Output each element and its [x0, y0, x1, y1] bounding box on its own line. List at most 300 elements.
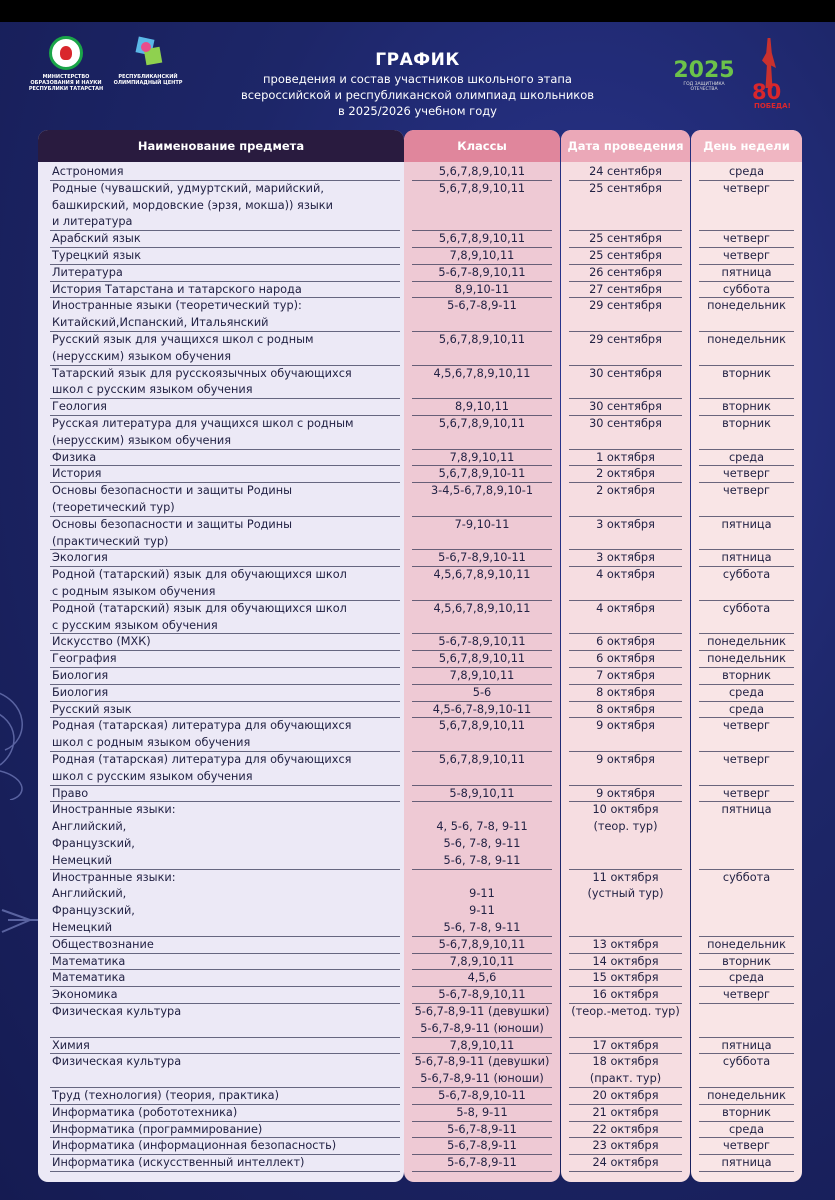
victory-80-caption: ПОБЕДА! — [754, 102, 791, 110]
table-row — [0, 668, 835, 685]
top-bar — [0, 0, 835, 22]
ministry-logo — [26, 36, 106, 92]
classes-cell — [404, 332, 560, 349]
classes-cell-line: 5,6,7,8,9,10,11 — [438, 417, 526, 430]
classes-cell — [404, 987, 560, 1004]
classes-cell-line: 5,6,7,8,9,10,11 — [438, 753, 526, 766]
column-header-weekday: День недели — [691, 130, 802, 162]
classes-cell-line: 5-6,7-8,9-11 (девушки) — [414, 1005, 550, 1018]
subject-cell-line: Математика — [52, 971, 126, 985]
classes-cell — [404, 601, 560, 618]
classes-cell-line: 9-11 — [469, 904, 495, 918]
subject-cell — [52, 231, 402, 248]
weekday-cell-line: вторник — [722, 1105, 771, 1119]
date-cell — [561, 416, 690, 433]
date-cell — [561, 802, 690, 836]
weekday-cell — [691, 231, 802, 248]
year-of-defender-logo — [672, 60, 736, 92]
subject-cell-line: Экология — [52, 551, 108, 565]
table-row — [0, 399, 835, 416]
classes-cell — [404, 718, 560, 735]
row-divider — [412, 1171, 552, 1172]
table-row — [0, 937, 835, 954]
classes-cell-line: 5-8, 9-11 — [456, 1105, 508, 1119]
classes-cell-line: 5-6,7-8,9-11 (юноши) — [420, 1072, 544, 1086]
classes-cell — [404, 466, 560, 483]
table-row — [0, 601, 835, 635]
subject-cell-line: Русский язык — [52, 702, 132, 716]
subject-cell-line: (нерусским) языком обучения — [52, 349, 231, 363]
weekday-cell-line: понедельник — [707, 333, 786, 346]
subject-cell-line: Татарский язык для русскоязычных обучающихся — [52, 366, 352, 380]
subject-cell — [52, 954, 402, 971]
date-cell — [561, 601, 690, 618]
date-cell — [561, 651, 690, 668]
subject-cell — [52, 702, 402, 719]
weekday-cell — [691, 651, 802, 668]
date-cell-line: 1 октября — [596, 450, 655, 464]
classes-cell — [404, 181, 560, 198]
weekday-cell-line: четверг — [723, 181, 770, 195]
weekday-cell-line: среда — [728, 1122, 765, 1136]
classes-cell — [404, 1004, 560, 1038]
date-cell-line: 6 октября — [596, 635, 655, 649]
date-cell — [561, 718, 690, 735]
weekday-cell — [691, 718, 802, 735]
weekday-cell — [691, 634, 802, 651]
date-cell — [561, 937, 690, 954]
weekday-cell-line: пятница — [721, 1156, 772, 1170]
weekday-cell-line: понедельник — [707, 937, 786, 951]
classes-cell — [404, 685, 560, 702]
date-cell — [561, 550, 690, 567]
classes-cell — [404, 970, 560, 987]
subject-cell-line: Биология — [52, 685, 109, 699]
classes-cell — [404, 802, 560, 869]
subject-cell-line: Биология — [52, 669, 109, 682]
table-row — [0, 802, 835, 869]
table-row — [0, 870, 835, 937]
table-row — [0, 248, 835, 265]
subject-cell-line: Немецкий — [52, 920, 113, 934]
subject-cell-line: Химия — [52, 1038, 90, 1052]
date-cell-line: 16 октября — [592, 988, 659, 1002]
date-cell — [561, 248, 690, 265]
table-row — [0, 298, 835, 332]
subject-cell-line: История Татарстана и татарского народа — [52, 282, 302, 296]
table-row — [0, 265, 835, 282]
date-cell — [561, 668, 690, 685]
weekday-cell — [691, 567, 802, 584]
date-cell — [561, 181, 690, 198]
table-row — [0, 282, 835, 299]
date-cell — [561, 450, 690, 467]
date-cell-line: 25 сентября — [589, 232, 662, 246]
date-cell-line: 25 сентября — [589, 249, 662, 262]
classes-cell-line: 5-6,7-8,9,10-11 — [438, 551, 526, 565]
subject-cell-line: Родной (татарский) язык для обучающихся школ — [52, 568, 347, 582]
weekday-cell — [691, 1038, 802, 1055]
title-block — [200, 50, 635, 118]
weekday-cell — [691, 517, 802, 534]
table-row — [0, 970, 835, 987]
date-cell — [561, 870, 690, 904]
date-cell-line: 7 октября — [596, 669, 655, 682]
table-row — [0, 450, 835, 467]
weekday-cell — [691, 1122, 802, 1139]
date-cell-line: 14 октября — [592, 954, 659, 968]
subject-cell — [52, 1038, 402, 1055]
victory-80-logo — [744, 38, 800, 112]
classes-cell-line: 5-6,7-8,9-11 — [447, 1122, 517, 1136]
olympiad-center-logo — [108, 36, 188, 86]
weekday-cell-line: вторник — [722, 366, 771, 380]
subject-cell-line: Физическая культура — [52, 1005, 182, 1018]
date-cell-line: 9 октября — [596, 786, 655, 800]
subject-cell-line: Право — [52, 786, 89, 800]
date-cell-line: 15 октября — [592, 971, 659, 985]
date-cell-line: 9 октября — [596, 753, 655, 766]
date-cell — [561, 1038, 690, 1055]
subject-cell — [52, 937, 402, 954]
classes-cell-line: 5-6, 7-8, 9-11 — [443, 836, 521, 850]
year-2025-text: 2025 — [673, 58, 735, 83]
weekday-cell-line: четверг — [723, 232, 770, 246]
table-row — [0, 987, 835, 1004]
subject-cell — [52, 298, 402, 332]
classes-cell — [404, 366, 560, 383]
weekday-cell-line: четверг — [723, 1139, 770, 1153]
table-row — [0, 231, 835, 248]
date-cell-line: 25 сентября — [589, 181, 662, 195]
classes-cell — [404, 450, 560, 467]
date-cell-line: 17 октября — [592, 1038, 659, 1052]
date-cell — [561, 987, 690, 1004]
olympiad-center-mark-icon — [131, 36, 165, 70]
weekday-cell-line: среда — [728, 971, 765, 985]
classes-cell — [404, 298, 560, 315]
column-header-classes: Классы — [404, 130, 560, 162]
weekday-cell — [691, 1088, 802, 1105]
subject-cell-line: с родным языком обучения — [52, 584, 216, 598]
weekday-cell-line: вторник — [722, 669, 771, 682]
subject-cell — [52, 1155, 402, 1172]
weekday-cell-line: пятница — [721, 517, 772, 531]
subject-cell — [52, 466, 402, 483]
column-header-date: Дата проведения — [561, 130, 690, 162]
classes-cell — [404, 282, 560, 299]
weekday-cell — [691, 685, 802, 702]
weekday-cell — [691, 802, 802, 819]
date-cell — [561, 685, 690, 702]
weekday-cell — [691, 1004, 802, 1021]
weekday-cell — [691, 550, 802, 567]
row-divider — [50, 1171, 400, 1172]
subject-cell-line: Астрономия — [52, 165, 124, 178]
date-cell — [561, 366, 690, 383]
date-cell — [561, 298, 690, 315]
table-row — [0, 634, 835, 651]
date-cell — [561, 1138, 690, 1155]
subject-cell-line: Литература — [52, 265, 123, 279]
date-cell-line: 13 октября — [592, 937, 659, 951]
weekday-cell — [691, 601, 802, 618]
classes-cell — [404, 517, 560, 534]
subject-cell — [52, 399, 402, 416]
date-cell — [561, 1155, 690, 1172]
table-row — [0, 1122, 835, 1139]
subject-cell-line: Основы безопасности и защиты Родины — [52, 517, 293, 531]
classes-cell-line: 4, 5-6, 7-8, 9-11 — [436, 820, 528, 834]
date-cell-line: (устный тур) — [587, 887, 664, 901]
weekday-cell-line — [691, 1004, 802, 1021]
row-divider — [569, 1171, 682, 1172]
classes-cell-line: 5-6,7-8,9,10-11 — [438, 1089, 526, 1102]
date-cell-line: 10 октября — [592, 803, 659, 817]
subject-cell-line: Физика — [52, 450, 97, 464]
date-cell — [561, 786, 690, 803]
weekday-cell-line: среда — [728, 702, 765, 716]
date-cell — [561, 1054, 690, 1088]
weekday-cell — [691, 298, 802, 315]
classes-cell-line: 5,6,7,8,9,10,11 — [438, 333, 526, 346]
page-subtitle-line-3: в 2025/2026 учебном году — [338, 104, 497, 118]
subject-cell-line: Физическая культура — [52, 1055, 182, 1069]
weekday-cell — [691, 786, 802, 803]
table-row — [0, 567, 835, 601]
subject-cell-line: Иностранные языки: — [52, 803, 176, 817]
classes-cell-line: 5-6,7-8,9,10,11 — [438, 988, 526, 1002]
classes-cell-line: 5-6 — [472, 685, 492, 699]
subject-cell — [52, 752, 402, 786]
weekday-cell-line: вторник — [722, 417, 771, 430]
weekday-cell — [691, 1138, 802, 1155]
subject-cell — [52, 870, 402, 937]
subject-cell — [52, 1004, 402, 1021]
date-cell — [561, 466, 690, 483]
weekday-cell — [691, 164, 802, 181]
subject-cell — [52, 332, 402, 366]
table-row — [0, 366, 835, 400]
classes-cell-line: 5,6,7,8,9,10,11 — [438, 719, 526, 733]
classes-cell-line: 7-9,10-11 — [454, 517, 510, 531]
subject-cell — [52, 634, 402, 651]
weekday-cell-line: пятница — [721, 551, 772, 565]
classes-cell — [404, 1138, 560, 1155]
table-row — [0, 718, 835, 752]
weekday-cell-line: понедельник — [707, 1089, 786, 1102]
subject-cell-line: Турецкий язык — [52, 249, 142, 262]
table-row — [0, 954, 835, 971]
classes-cell — [404, 752, 560, 769]
date-cell — [561, 752, 690, 769]
date-cell — [561, 332, 690, 349]
subject-cell-line: Русский язык для учащихся школ с родным — [52, 333, 314, 346]
subject-cell-line: География — [52, 652, 117, 666]
weekday-cell-line: понедельник — [707, 635, 786, 649]
weekday-cell — [691, 702, 802, 719]
subject-cell-line: Родной (татарский) язык для обучающихся школ — [52, 601, 347, 615]
weekday-cell-line: четверг — [723, 753, 770, 766]
classes-cell-line: 5-6,7-8,9-11 (юноши) — [420, 1021, 544, 1035]
classes-cell-line — [404, 802, 560, 819]
subject-cell — [52, 1122, 402, 1139]
date-cell-line: (теор.-метод. тур) — [571, 1005, 680, 1018]
year-2025-caption: ГОД ЗАЩИТНИКА ОТЕЧЕСТВА — [683, 82, 725, 92]
classes-cell-line: 5-6,7-8,9-11 — [447, 1156, 517, 1170]
table-row — [0, 416, 835, 450]
date-cell — [561, 1088, 690, 1105]
date-cell-line: 30 сентября — [589, 400, 662, 414]
subject-cell-line: (теоретический тур) — [52, 500, 175, 514]
weekday-cell-line: четверг — [723, 484, 770, 498]
table-row — [0, 1105, 835, 1122]
table-row — [0, 752, 835, 786]
subject-cell-line: (практический тур) — [52, 534, 169, 548]
classes-cell-line: 5-6,7-8,9-11 — [447, 299, 517, 313]
subject-cell — [52, 265, 402, 282]
subject-cell — [52, 970, 402, 987]
classes-cell — [404, 265, 560, 282]
subject-cell — [52, 450, 402, 467]
row-divider — [699, 1171, 794, 1172]
subject-cell — [52, 786, 402, 803]
subject-cell — [52, 668, 402, 685]
subject-cell-line: Родные (чувашский, удмуртский, марийский, — [52, 181, 324, 195]
weekday-cell — [691, 416, 802, 433]
classes-cell — [404, 1088, 560, 1105]
date-cell-line: 18 октября — [592, 1055, 659, 1069]
page-subtitle-line-1: проведения и состав участников школьного этапа — [263, 72, 572, 86]
subject-cell — [52, 1054, 402, 1071]
subject-cell — [52, 718, 402, 752]
classes-cell-line: 4,5,6 — [467, 971, 497, 985]
classes-cell — [404, 164, 560, 181]
date-cell — [561, 634, 690, 651]
table-row — [0, 651, 835, 668]
subject-cell-line: школ с русским языком обучения — [52, 769, 253, 783]
page-subtitle-line-2: всероссийской и республиканской олимпиад школьников — [240, 88, 595, 102]
weekday-cell — [691, 954, 802, 971]
victory-80-number: 80 — [752, 80, 782, 104]
weekday-cell — [691, 399, 802, 416]
classes-cell-line: 5-6,7-8,9,10,11 — [438, 635, 526, 649]
subject-cell-line: Искусство (МХК) — [52, 635, 151, 649]
subject-cell — [52, 181, 402, 231]
classes-cell-line: 4,5-6,7-8,9,10-11 — [432, 702, 532, 716]
weekday-cell — [691, 987, 802, 1004]
subject-cell-line: Информатика (робототехника) — [52, 1105, 238, 1119]
subject-cell-line: Основы безопасности и защиты Родины — [52, 484, 293, 498]
date-cell-line: 6 октября — [596, 652, 655, 666]
date-cell — [561, 702, 690, 719]
classes-cell — [404, 870, 560, 937]
classes-cell-line: 5,6,7,8,9,10,11 — [438, 652, 526, 666]
classes-cell-line: 4,5,6,7,8,9,10,11 — [433, 568, 531, 582]
weekday-cell-line: четверг — [723, 719, 770, 733]
weekday-cell — [691, 970, 802, 987]
subject-cell-line: Обществознание — [52, 937, 154, 951]
date-cell — [561, 265, 690, 282]
classes-cell — [404, 651, 560, 668]
weekday-cell-line: пятница — [721, 803, 772, 817]
weekday-cell — [691, 282, 802, 299]
date-cell-line: 4 октября — [596, 601, 655, 615]
weekday-cell-line: пятница — [721, 1038, 772, 1052]
subject-cell — [52, 164, 402, 181]
date-cell-line: 11 октября — [592, 870, 659, 884]
date-cell — [561, 164, 690, 181]
subject-cell-line: Экономика — [52, 988, 118, 1002]
subject-cell-line: Родная (татарская) литература для обучающихся — [52, 719, 352, 733]
weekday-cell-line: суббота — [722, 870, 771, 884]
date-cell-line: 26 сентября — [589, 265, 662, 279]
date-cell — [561, 517, 690, 534]
date-cell-line: 3 октября — [596, 517, 655, 531]
date-cell-line: 8 октября — [596, 685, 655, 699]
subject-cell-line: Английский, — [52, 887, 127, 901]
table-row — [0, 786, 835, 803]
weekday-cell — [691, 450, 802, 467]
subject-cell-line: Иностранные языки: — [52, 870, 176, 884]
classes-cell-line: 5-8,9,10,11 — [449, 786, 515, 800]
subject-cell — [52, 601, 402, 635]
classes-cell-line: 7,8,9,10,11 — [449, 249, 515, 262]
date-cell — [561, 483, 690, 500]
weekday-cell-line: суббота — [722, 601, 771, 615]
weekday-cell-line: суббота — [722, 282, 771, 296]
olympiad-center-logo-text: РЕСПУБЛИКАНСКИЙ ОЛИМПИАДНЫЙ ЦЕНТР — [113, 74, 183, 86]
weekday-cell-line: суббота — [722, 1055, 771, 1069]
classes-cell-line: 4,5,6,7,8,9,10,11 — [433, 366, 531, 380]
table-row — [0, 181, 835, 231]
classes-cell — [404, 1038, 560, 1055]
classes-cell-line: 8,9,10-11 — [454, 282, 510, 296]
weekday-cell-line: понедельник — [707, 652, 786, 666]
weekday-cell — [691, 1054, 802, 1071]
table-row — [0, 1038, 835, 1055]
classes-cell — [404, 1122, 560, 1139]
classes-cell-line: 5,6,7,8,9,10,11 — [438, 181, 526, 195]
date-cell-line: 9 октября — [596, 719, 655, 733]
weekday-cell — [691, 265, 802, 282]
classes-cell-line: 5-6,7-8,9,10,11 — [438, 265, 526, 279]
classes-cell-line: 5,6,7,8,9,10,11 — [438, 165, 526, 178]
table-row — [0, 1088, 835, 1105]
subject-cell-line: Английский, — [52, 820, 127, 834]
date-cell-line: (практ. тур) — [589, 1072, 662, 1086]
subject-cell-line: Труд (технология) (теория, практика) — [52, 1089, 280, 1102]
classes-cell-line: 5-6,7-8,9-11 (девушки) — [414, 1055, 550, 1069]
classes-cell-line: 7,8,9,10,11 — [449, 669, 515, 682]
table-row — [0, 332, 835, 366]
weekday-cell-line: вторник — [722, 954, 771, 968]
date-cell-line: 29 сентября — [589, 333, 662, 346]
subject-cell-line: Французский, — [52, 904, 135, 918]
classes-cell-line: 5-6, 7-8, 9-11 — [443, 853, 521, 867]
date-cell — [561, 1004, 690, 1021]
classes-cell-line: 8,9,10,11 — [455, 400, 509, 414]
subject-cell — [52, 248, 402, 265]
classes-cell — [404, 1054, 560, 1088]
date-cell-line: 22 октября — [592, 1122, 659, 1136]
weekday-cell-line: среда — [728, 450, 765, 464]
table-row — [0, 164, 835, 181]
subject-cell-line: Родная (татарская) литература для обучающихся — [52, 753, 352, 766]
subject-cell-line: История — [52, 467, 102, 481]
subject-cell-line: Информатика (искусственный интеллект) — [52, 1156, 305, 1170]
table-row — [0, 1138, 835, 1155]
